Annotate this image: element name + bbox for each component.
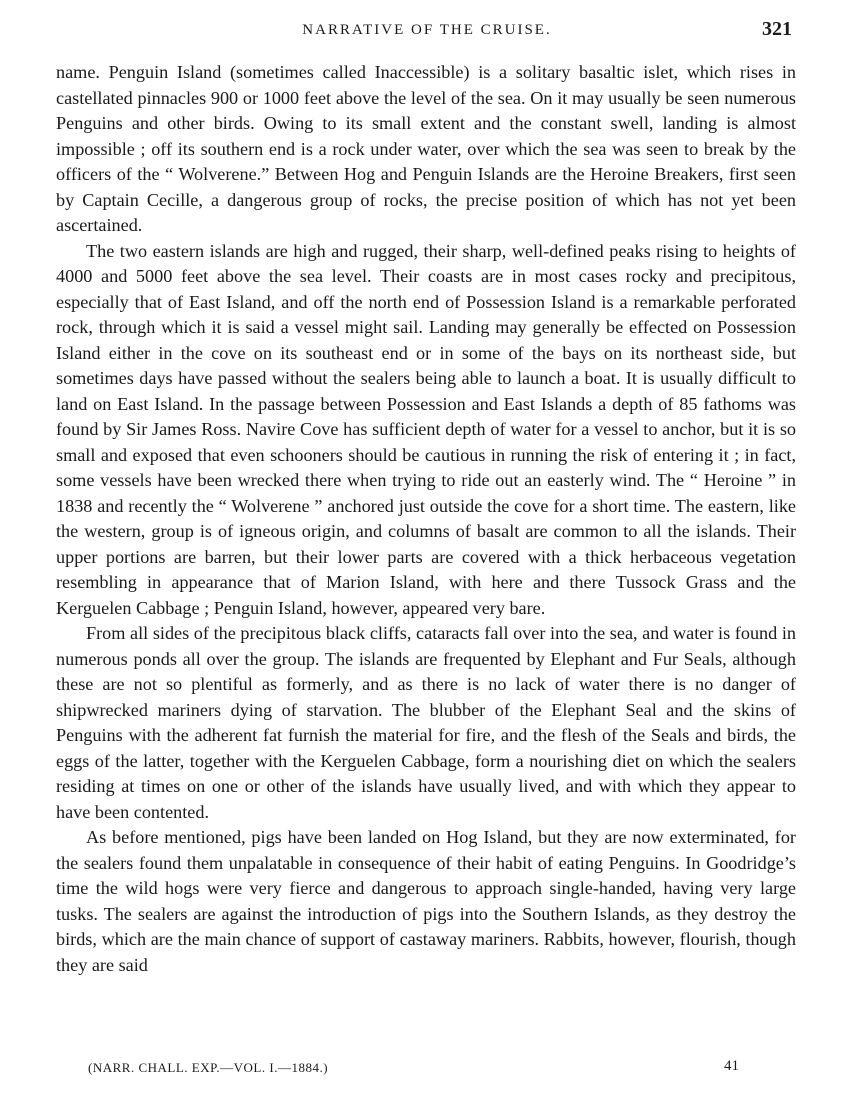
paragraph-4: As before mentioned, pigs have been landed on Hog Island, but they are now exterminated, for the sealers found them unpalatable in consequence of their habit of eating Penguins. In Goodridge’s time the wild hogs were very fierce and dangerous to approach single-handed, having very large tusks. The sealers are against the introduction of pigs into the Southern Islands, as they destroy the birds, which are the main chance of support of castaway mariners. Rabbits, however, flourish, though they are said	[56, 827, 796, 975]
page-footer	[88, 1058, 768, 1080]
paragraph-1: name. Penguin Island (sometimes called Inaccessible) is a solitary basaltic islet, which rises in castellated pinnacles 900 or 1000 feet above the level of the sea. On it may usually be seen numerous Penguins and other birds. Owing to its small extent and the constant swell, landing is almost impossible ; off its southern end is a rock under water, over which the sea was seen to break by the officers of the “ Wolverene.” Between Hog and Penguin Islands are the Heroine Breakers, first seen by Captain Cecille, a dangerous group of rocks, the precise position of which has not yet been ascertained.	[56, 62, 796, 235]
paragraph-2: The two eastern islands are high and rugged, their sharp, well-defined peaks rising to heights of 4000 and 5000 feet above the sea level. Their coasts are in most cases rocky and precipitous, especially that of East Island, and off the north end of Possession Island is a remarkable perforated rock, through which it is said a vessel might sail. Landing may generally be effected on Possession Island either in the cove on its southeast end or in some of the bays on its northeast side, but sometimes days have passed without the sealers being able to launch a boat. It is usually difficult to land on East Island. In the passage between Possession and East Islands a depth of 85 fathoms was found by Sir James Ross. Navire Cove has sufficient depth of water for a vessel to anchor, but it is so small and exposed that even schooners should be cautious in running the risk of entering it ; in fact, some vessels have been wrecked there when trying to ride out an easterly wind. The “ Heroine ” in 1838 and recently the “ Wolverene ” anchored just outside the cove for a short time. The eastern, like the western, group is of igneous origin, and columns of basalt are common to all the islands. Their upper portions are barren, but their lower parts are covered with a thick herbaceous vegetation resembling in appearance that of Marion Island, with here and there Tussock Grass and the Kerguelen Cabbage ; Penguin Island, however, appeared very bare.	[56, 240, 796, 618]
body-text	[56, 60, 796, 978]
signature-line: (NARR. CHALL. EXP.—VOL. I.—1884.)	[88, 1060, 329, 1075]
running-head	[56, 18, 798, 46]
paragraph-3: From all sides of the precipitous black cliffs, cataracts fall over into the sea, and water is found in numerous ponds all over the group. The islands are frequented by Elephant and Fur Seals, although these are not so plentiful as formerly, and as there is no lack of water there is no danger of shipwrecked mariners dying of starvation. The blubber of the Elephant Seal and the skins of Penguins with the adherent fat furnish the material for fire, and the flesh of the Seals and birds, the eggs of the latter, together with the Kerguelen Cabbage, form a nourishing diet on which the sealers residing at times on one or other of the islands have usually lived, and with which they appear to have been contented.	[56, 623, 796, 822]
running-title: NARRATIVE OF THE CRUISE.	[302, 22, 552, 38]
signature-number: 41	[724, 1058, 739, 1074]
page-number: 321	[762, 18, 792, 40]
